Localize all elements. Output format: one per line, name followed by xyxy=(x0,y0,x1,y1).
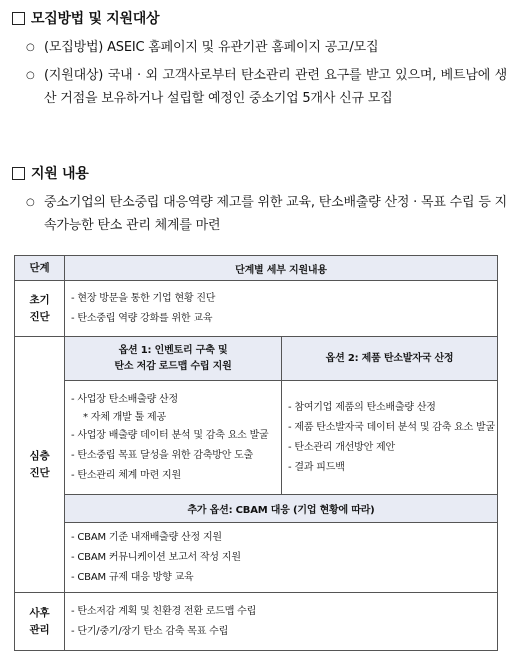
checkbox-square-icon xyxy=(12,12,25,25)
list-item: - CBAM 커뮤니케이션 보고서 작성 지원 xyxy=(71,551,241,563)
circle-bullet-icon: ○ xyxy=(26,42,35,53)
list-item: - 단기/중기/장기 탄소 감축 목표 수립 xyxy=(71,625,229,637)
phase-deep: 심층 진단 xyxy=(15,337,65,593)
table-row-deep-options xyxy=(15,337,498,381)
bullet-recruit-target xyxy=(26,64,507,110)
list-item: - 탄소중립 목표 달성을 위한 감축방안 도출 xyxy=(71,449,254,461)
extra-option-title: 추가 옵션: CBAM 대응 (기업 현황에 따라) xyxy=(65,495,498,523)
section-title: 지원 내용 xyxy=(31,166,89,182)
list-item: - 현장 방문을 통한 기업 현황 진단 xyxy=(71,292,216,304)
table-row-deep-extra-title xyxy=(15,495,498,523)
bullet-recruit-method xyxy=(26,36,507,59)
section-heading-recruitment xyxy=(12,8,159,28)
section-heading-support xyxy=(12,163,88,183)
list-item: - 참여기업 제품의 탄소배출량 산정 xyxy=(288,401,436,413)
phase-post: 사후 관리 xyxy=(15,593,65,651)
bullet-text: (모집방법) ASEIC 홈페이지 및 유관기관 홈페이지 공고/모집 xyxy=(44,40,379,55)
table-header-row xyxy=(15,256,498,281)
list-item: - 사업장 탄소배출량 산정 xyxy=(71,393,178,405)
list-item: - CBAM 기준 내재배출량 산정 지원 xyxy=(71,531,222,543)
circle-bullet-icon: ○ xyxy=(26,70,35,81)
list-item: - 사업장 배출량 데이터 분석 및 감축 요소 발굴 xyxy=(71,429,269,441)
table-row-deep-extra-items xyxy=(15,523,498,593)
circle-bullet-icon: ○ xyxy=(26,197,35,208)
option1-items xyxy=(65,381,282,495)
option2-title: 옵션 2: 제품 탄소발자국 산정 xyxy=(282,337,498,381)
post-items xyxy=(65,593,498,651)
initial-items xyxy=(65,281,498,337)
list-item: - 탄소중립 역량 강화를 위한 교육 xyxy=(71,312,213,324)
bullet-text: (지원대상) 국내 · 외 고객사로부터 탄소관리 관련 요구를 받고 있으며, 베트남에 생산 거점을 보유하거나 설립할 예정인 중소기업 5개사 신규 모집 xyxy=(44,68,507,106)
list-item: - 결과 피드백 xyxy=(288,461,345,473)
extra-option-items xyxy=(65,523,498,593)
option2-items xyxy=(282,381,498,495)
list-item: - CBAM 규제 대응 방향 교육 xyxy=(71,571,194,583)
option1-title: 옵션 1: 인벤토리 구축 및 탄소 저감 로드맵 수립 지원 xyxy=(65,337,282,381)
phase-initial: 초기 진단 xyxy=(15,281,65,337)
support-stages-table xyxy=(14,255,498,651)
table-row-deep-option-items xyxy=(15,381,498,495)
list-item: - 탄소관리 개선방안 제안 xyxy=(288,441,395,453)
bullet-text: 중소기업의 탄소중립 대응역량 제고를 위한 교육, 탄소배출량 산정 · 목표 수립 등 지속가능한 탄소 관리 체계를 마련 xyxy=(44,195,507,233)
header-stage: 단계 xyxy=(15,256,65,281)
list-item: - 제품 탄소발자국 데이터 분석 및 감축 요소 발굴 xyxy=(288,421,495,433)
checkbox-square-icon xyxy=(12,167,25,180)
section-title: 모집방법 및 지원대상 xyxy=(31,11,160,27)
table-row-post xyxy=(15,593,498,651)
table-row-initial xyxy=(15,281,498,337)
list-item: - 탄소관리 체계 마련 지원 xyxy=(71,469,181,481)
list-item: - 탄소저감 계획 및 친환경 전환 로드맵 수립 xyxy=(71,605,257,617)
header-detail: 단계별 세부 지원내용 xyxy=(65,256,498,281)
bullet-support-content xyxy=(26,191,507,237)
list-subitem: * 자체 개발 툴 제공 xyxy=(83,411,166,423)
